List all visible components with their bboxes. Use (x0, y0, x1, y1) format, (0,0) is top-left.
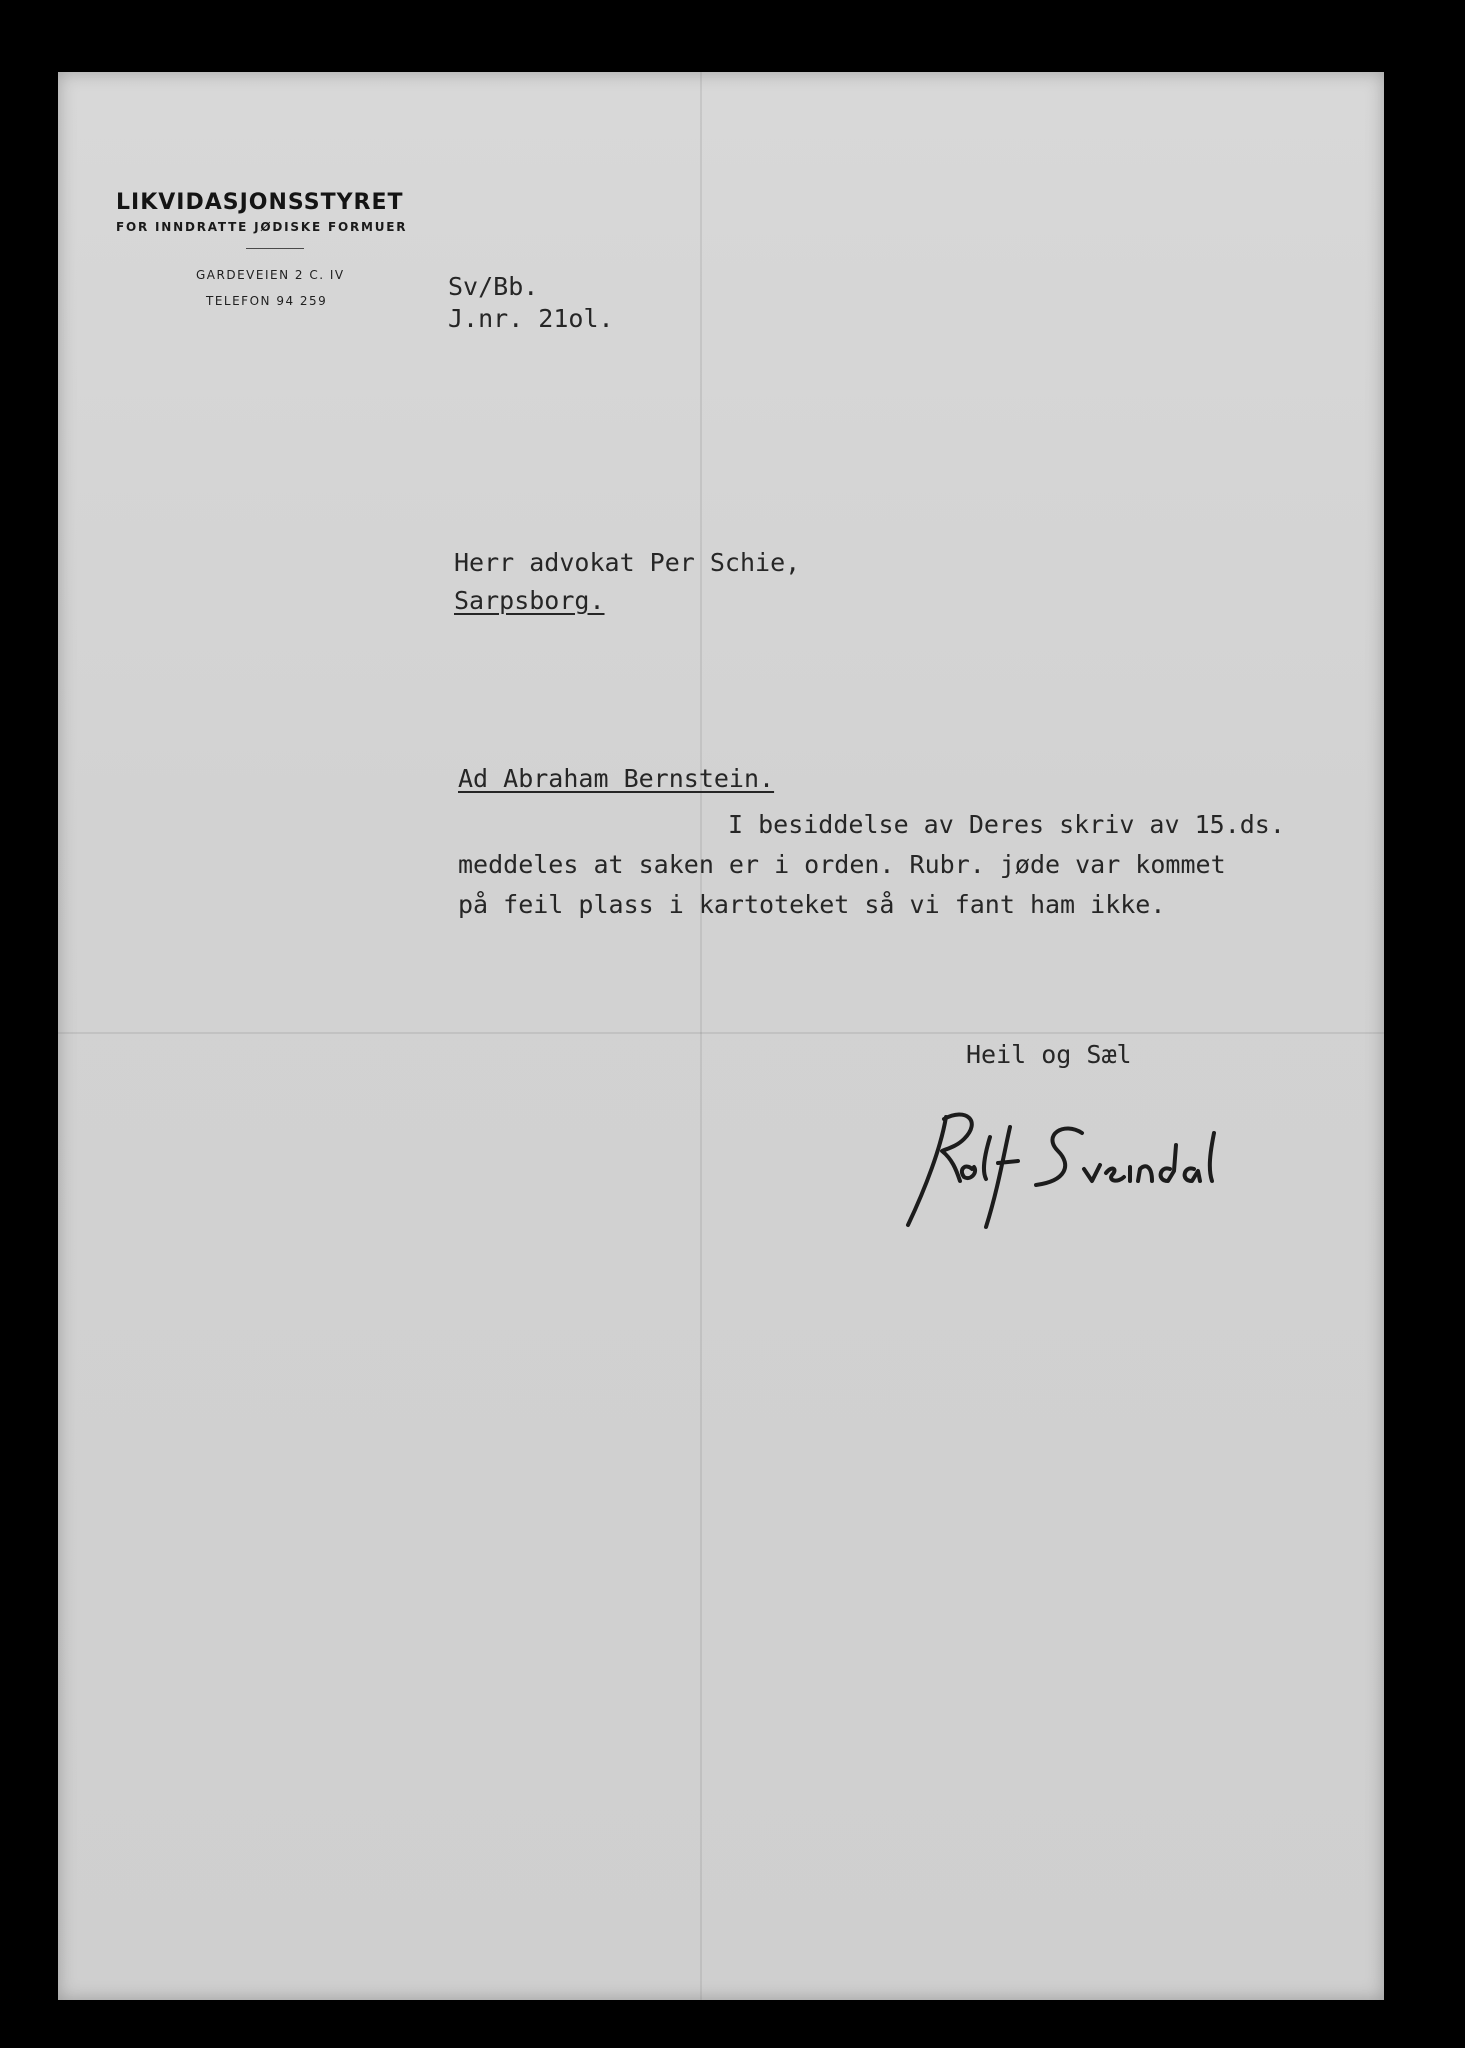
letterhead-org-name: LIKVIDASJONSSTYRET (116, 190, 404, 215)
closing-salutation: Heil og Sæl (966, 1040, 1132, 1069)
handwritten-signature (886, 1077, 1276, 1267)
fold-line-horizontal (58, 1032, 1384, 1034)
letterhead-divider (246, 248, 304, 249)
recipient-name: Herr advokat Per Schie, (454, 548, 801, 577)
reference-initials: Sv/Bb. (448, 272, 539, 301)
letterhead-phone: TELEFON 94 259 (206, 294, 328, 308)
body-line-2: meddeles at saken er i orden. Rubr. jøde var kommet (458, 850, 1226, 879)
letterhead-address: GARDEVEIEN 2 C. IV (196, 268, 345, 282)
subject-line: Ad Abraham Bernstein. (458, 764, 775, 793)
fold-line-vertical (700, 72, 702, 2000)
letterhead-subtitle: FOR INNDRATTE JØDISKE FORMUER (116, 220, 408, 234)
body-line-1: I besiddelse av Deres skriv av 15.ds. (728, 810, 1285, 839)
recipient-city: Sarpsborg. (454, 586, 605, 615)
letter-page (58, 72, 1384, 2000)
body-line-3: på feil plass i kartoteket så vi fant ham ikke. (458, 890, 1166, 919)
journal-number: J.nr. 21ol. (448, 304, 614, 333)
